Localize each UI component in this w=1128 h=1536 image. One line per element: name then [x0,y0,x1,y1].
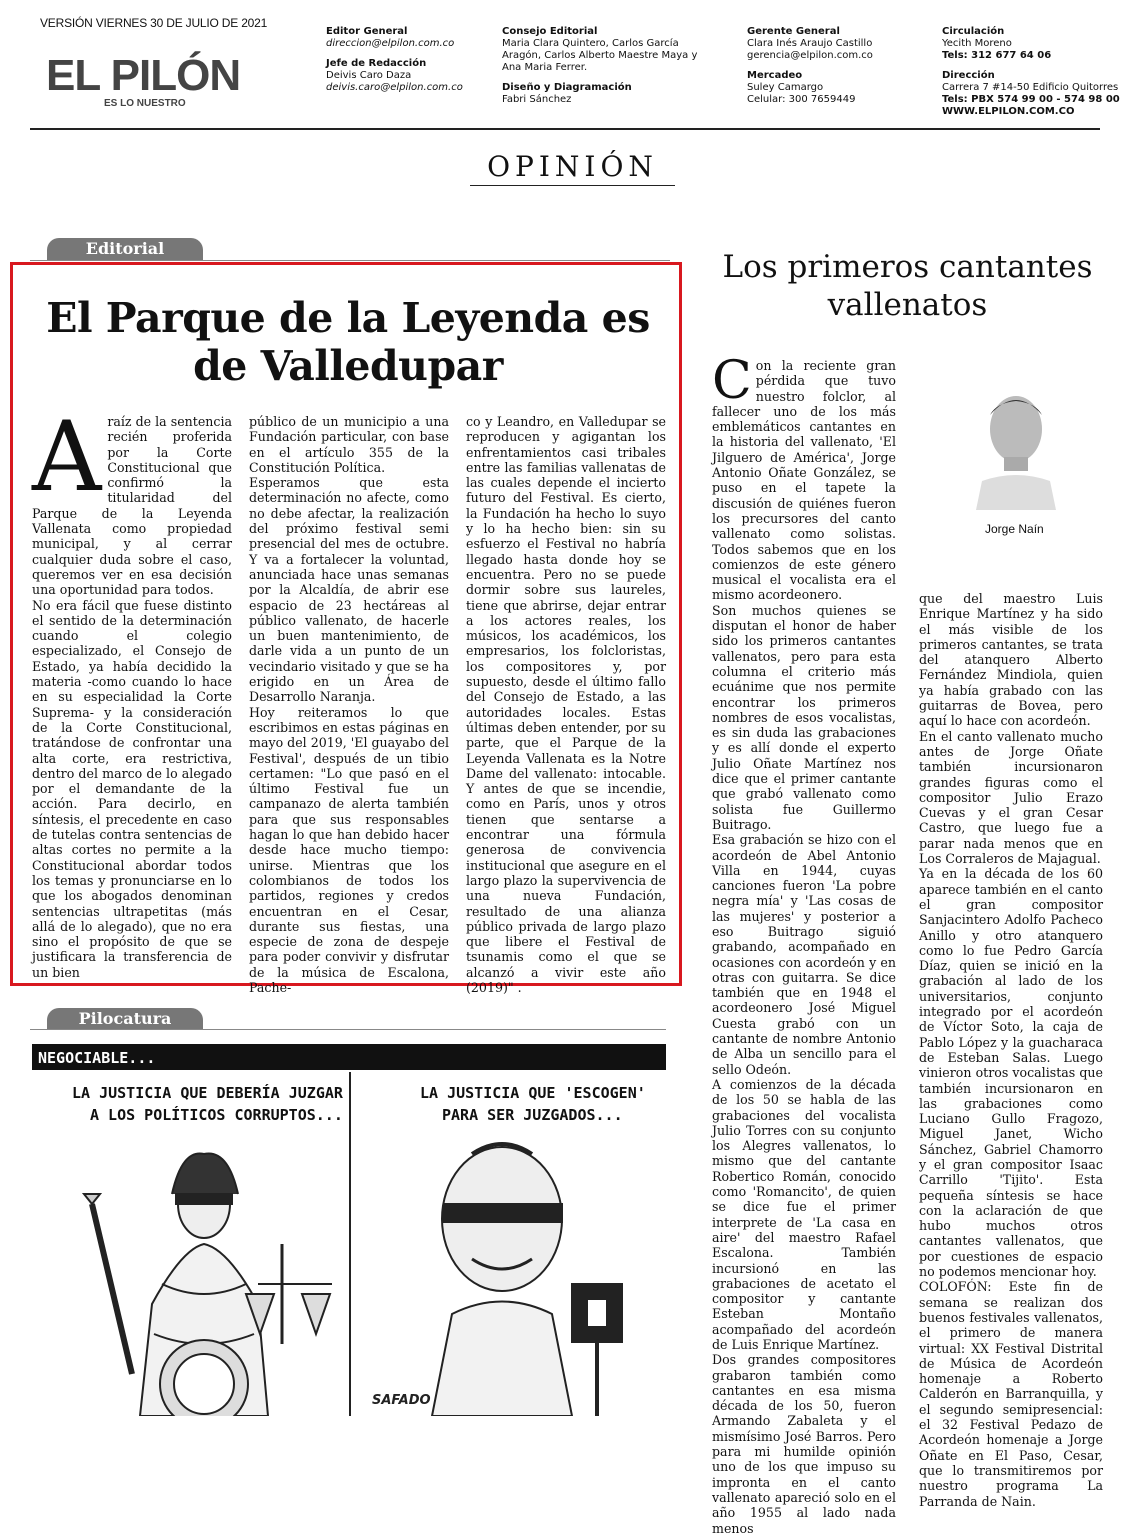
newspaper-logo: EL PILÓN [46,51,241,100]
editorial-column-2 [249,414,449,995]
website[interactable]: WWW.ELPILON.COM.CO [942,106,1075,117]
masthead-divider [30,128,1100,130]
editorial-text: público de un municipio a una Fundación particular, con base en el artículo 355 de la Constitución Política. Esperamos que esta determinación no afecte, como no debe afectar, la realización del próximo festival semi presencial del mes de octubre. Y va a fortalecer la voluntad, anunciada hace unas semanas por la Alcaldía, de abrir ese espacio de 23 hectáreas al público vallenato, de hacerle un buen mantenimiento, de darle vida a un punto de un vecindario visitado y que se ha erigido en un Área de Desarrollo Naranja. Hoy reiteramos lo que escribimos en estas páginas en mayo del 2019, 'El guayabo del Festival', después de un tibio certamen: "Lo que pasó en el último Festival fue un campanazo de alerta también para que sus responsables hagan lo que han debido hacer desde hace mucho tiempo: unirse. Mientras que los colombianos de todos los partidos, regiones y credos encuentran en el Cesar, durante sus fiestas, una especie de zona de despeje para poder convivir y disfrutar de la música de Escalona, Pache- [249,414,449,995]
author-photo [976,385,1056,510]
left-caption: LA JUSTICIA QUE DEBERÍA JUZGAR A LOS POLÍTICOS CORRUPTOS... [72,1084,343,1124]
staff-email: deivis.caro@elpilon.com.co [326,82,463,93]
edition-date: VERSIÓN VIERNES 30 DE JULIO DE 2021 [40,16,268,30]
address: Carrera 7 #14-50 Edificio Quitorres [942,82,1119,93]
opinion-text: on la reciente gran pérdida que tuvo nuestro folclor, al fallecer uno de los más emblemáticos cantantes en la historia del vallenato, 'El Jilguero de América', Jorge Antonio Oñate González, se puso en el tapete la discusión de quiénes fueron los precursores del canto vallenato como solistas. Todos sabemos que en los comienzos de este género musical el vocalista era el mismo acordeonero. Son muchos quienes se disputan el honor de haber sido los primeros cantantes vallenatos, pero para esta columna el criterio más ecuánime que nos permite encontrar los primeros nombres de esos vocalistas, es sin duda las grabaciones y es allí donde el experto Julio Oñate Martínez nos dice que el primer cantante que grabó vallenato como solista fue Guillermo Buitrago. Esa grabación se hizo con el acordeón de Abel Antonio Villa en 1944, cuyas canciones fueron 'La pobre negra mía' y 'Las cosas de las mujeres' y posterior a eso Buitrago siguió grabando, acompañado en ocasiones con acordeón y en otras con guitarra. Se dice también que en 1948 el acordeonero José Miguel Cuesta grabó con un cantante de nombre Antonio de Alba un sencillo para el sello Odeón. A comienzos de la década de los 50 se habla de las grabaciones del vocalista Julio Torres con su conjunto los Alegres vallenatos, lo mismo que del cantante Robertico Román, conocido como 'Romancito', de quien se dice fue el primer interprete de 'La casa en aire' del maestro Rafael Escalona. También incursionó en las grabaciones de acetato el compositor y cantante Esteban Montaño acompañado del acordeón de Luis Enrique Martínez. Dos grandes compositores grabaron también como cantantes en esa misma década de los 50, fueron Armando Zabaleta y el mismísimo José Barros. Pero para mi humilde opinión uno de los que impuso su impronta en el canto vallenato apareció solo en el año 1955 al lado nada menos [712,358,896,1536]
staff-role: Diseño y Diagramación [502,82,632,93]
editorial-column-3 [466,414,666,995]
lady-justice-figure [84,1154,332,1417]
editorial-column-1 [32,401,232,980]
pilocatura-tab: Pilocatura [47,1008,203,1030]
opinion-drop-cap: C [712,351,752,411]
editorial-title: El Parque de la Leyenda es de Valledupar [46,294,650,390]
staff-role: Mercadeo [747,70,803,81]
editorial-drop-cap: A [32,401,102,513]
right-caption: LA JUSTICIA QUE 'ESCOGEN' PARA SER JUZGADOS... [420,1084,646,1124]
staff-name: Fabri Sánchez [502,94,572,105]
staff-role: Jefe de Redacción [326,58,427,69]
opinion-title: Los primeros cantantes vallenatos [722,249,1093,323]
author-name: Jorge Naín [985,522,1044,536]
opinion-text: que del maestro Luis Enrique Martínez y ha sido el más visible de los primeros cantantes, se trata del atanquero Alberto Fernández Mindiola, quien ya había grabado con las guitarras de Bovea, pero aquí lo hace con acordeón. En el canto vallenato mucho antes de Jorge Oñate también incursionaron grandes figuras como el compositor Julio Erazo Cuevas y el gran Cesar Castro, que luego fue a parar nada menos que en Los Corraleros de Majagual. Ya en la década de los 60 aparece también en el canto el gran compositor Sanjacintero Adolfo Pacheco Anillo y otro atanquero como lo fue Pedro García Díaz, quien se inició en la grabación al lado de los universitarios, conjunto integrado por el acordeón de Víctor Soto, la caja de Pablo López y la guacharaca de Esteban Salas. Luego vinieron otros vocalistas que también incursionaron en las grabaciones como Luciano Gullo Fragozo, Miguel Janet, Wicho Sánchez, Gabriel Chamorro y el gran compositor Isaac Carrillo 'Tijito'. Esta pequeña síntesis se hace con la aclaración de que hubo muchos otros cantantes vallenatos, que por cuestiones de espacio no podemos mencionar hoy. COLOFÓN: Este fin de semana se realizan dos buenos festivales vallenatos, el primero de manera virtual: XX Festival Distrital de Música de Acordeón homenaje a Roberto Calderón en Barranquilla, y el segundo semipresencial: el 32 Festival Pedazo de Acordeón homenaje a Jorge Oñate en El Paso, Cesar, que lo transmitiremos por nuestro programa La Parranda de Nain. [919,591,1103,1509]
staff-name: Maria Clara Quintero, Carlos García Aragón, Carlos Alberto Maestre Maya y Ana Maria Ferrer. [502,38,698,73]
staff-name: Clara Inés Araujo Castillo [747,38,873,49]
staff-name: Suley Camargo [747,82,824,93]
staff-role: Consejo Editorial [502,26,598,37]
opinion-column-2 [919,591,1103,1509]
newspaper-slogan: ES LO NUESTRO [104,98,186,109]
staff-block-manager [747,26,917,106]
staff-role: Editor General [326,26,408,37]
editorial-text: co y Leandro, en Valledupar se reproducen y agigantan los enfrentamientos casi tribales entre las familias vallenatas de las cuales depende el incierto futuro del Festival. Es cierto, la Fundación ha hecho lo suyo y lo ha hecho bien: sin su esfuerzo el Festival no habría llegado hasta donde hoy se encuentra. Pero no se puede dormir sobre sus laureles, tiene que abrirse, dejar entrar a los actores reales, los músicos, los académicos, los empresarios, los folcloristas, los compositores y, por supuesto, desde el último fallo del Consejo de Estado, a las autoridades locales. Estas últimas deben entender, por su parte, que el Parque de la Leyenda Vallenata es la Notre Dame del vallenato: intocable. Y antes de que se incendie, como en París, unos y otros tienen que sentarse a encontrar una fórmula generosa de convivencia institucional que asegure en el largo plazo la supervivencia de una nueva Fundación, resultado de una alianza público privada de largo plazo que libere el Festival de tsunamis como el que se alcanzó a vivir este año (2019)" . [466,414,666,995]
editorial-tab: Editorial [47,238,203,260]
staff-block-circulation [942,26,1122,118]
editorial-text: raíz de la sentencia recién proferida por la Corte Constitucional que confirmó la titularidad del Parque de la Leyenda Vallenata como propiedad municipal, y al cerrar cualquier duda sobre el caso, queremos ver en esa decisión una oportunidad para todos. No era fácil que fuese distinto el sentido de la determinación cuando el colegio especializado, el Consejo de Estado, ya había decidido la materia -como cuando lo hace en su especialidad la Corte Suprema- y la consideración de la Corte Constitucional, tratándose de confrontar una alta corte, era restrictiva, dentro del marco de lo alegado por el demandante de la acción. Para decirlo, en síntesis, el precedente en caso de tutelas contra sentencias de altas cortes no permite a la Constitucional abordar todos los temas y pronunciarse en lo que los abogados denominan sentencias ultrapetitas (más allá de lo alegado), que no era sino el propósito de que se justificara la transferencia de un bien [32,414,232,980]
cartoon-bar-label: NEGOCIABLE... [38,1049,156,1067]
staff-phone: Tels: PBX 574 99 00 - 574 98 00 [942,94,1120,105]
staff-email: direccion@elpilon.com.co [326,38,455,49]
opinion-column-1 [712,351,896,1536]
staff-role: Dirección [942,70,995,81]
staff-phone: Celular: 300 7659449 [747,94,856,105]
editorial-cartoon [32,1044,666,1416]
cartoonist-signature: SAFADO [372,1393,431,1408]
staff-name: Yecith Moreno [942,38,1012,49]
staff-block-council [502,26,717,106]
staff-role: Gerente General [747,26,840,37]
editorial-tab-line [30,260,670,261]
staff-block-editor [326,26,486,94]
politician-figure [432,1144,622,1416]
staff-name: Deivis Caro Daza [326,70,412,81]
section-title: OPINIÓN [470,150,675,186]
staff-phone: Tels: 312 677 64 06 [942,50,1052,61]
staff-role: Circulación [942,26,1005,37]
pilocatura-tab-line [30,1029,666,1030]
staff-email: gerencia@elpilon.com.co [747,50,873,61]
